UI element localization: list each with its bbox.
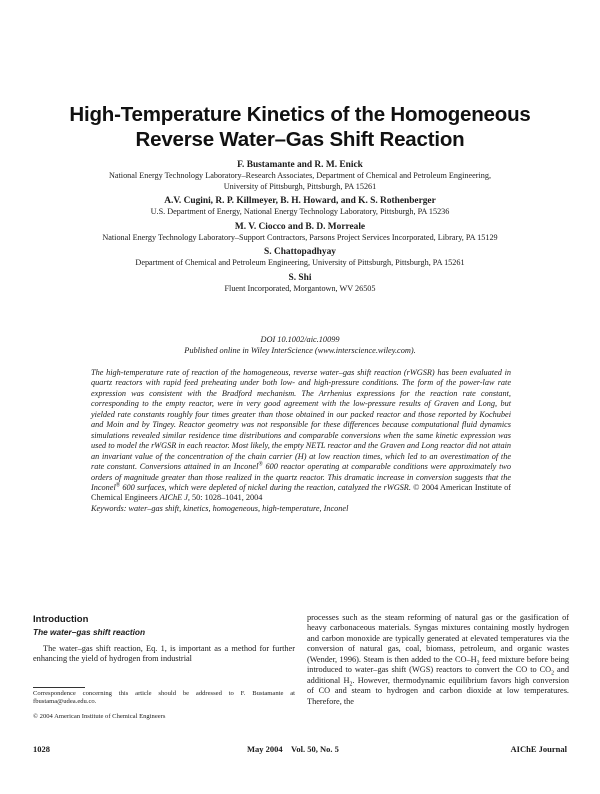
affiliation: University of Pittsburgh, Pittsburgh, PA 15261 xyxy=(223,181,377,191)
author-names: S. Shi xyxy=(288,272,312,283)
affiliation: Fluent Incorporated, Morgantown, WV 26505 xyxy=(224,283,376,293)
section-heading-introduction: Introduction xyxy=(33,614,89,625)
right-column xyxy=(307,613,569,707)
abstract-text: The high-temperature rate of reaction of the homogeneous, reverse water–gas shift reaction (rWGSR) has been evaluated in quartz reactors with rapid feed preheating under both low- and high-pressure conditions. The form of the power-law rate expression was consistent with the Bradford mechanism. The Arrhenius expressions for the reaction rate constant, corresponding to the empty reactor, were in very good agreement with the low-pressure results of Graven and Long, but yielded rate constants roughly four times greater than those obtained in our packed reactor and those reported by Kochubei and Moin and by Tingey. Reactor geometry was not responsible for these differences because computational fluid dynamics simulations revealed similar residence time distributions and comparable conversions when the same kinetic expression was used to model the rWGSR in each reactor. Most likely, the empty NETL reactor and the Graven and Long reactor did not attain an invariant value of the concentration of the chain carrier (H) at low reaction times, which led to an overestimation of the rate constant. Conversions attained in an Inconel xyxy=(91,368,511,472)
correspondence-footnote: Correspondence concerning this article should be addressed to F. Bustamante at fbustama@udea.edu.co. xyxy=(33,690,295,706)
author-names: F. Bustamante and R. M. Enick xyxy=(237,160,363,170)
journal-citation: AIChE J, xyxy=(159,493,190,503)
left-column xyxy=(33,613,295,665)
author-group xyxy=(14,195,586,218)
body-paragraph: The water–gas shift reaction, Eq. 1, is important as a method for further enhancing the yield of hydrogen from industrial xyxy=(33,644,295,664)
registered-mark: ® xyxy=(115,482,121,489)
title-line-1: High-Temperature Kinetics of the Homogeneous xyxy=(69,103,531,126)
abstract-copyright: © 2004 American Institute of Chemical Engineers xyxy=(91,482,511,503)
footnote-rule xyxy=(33,687,85,688)
journal-citation-details: 50: 1028–1041, 2004 xyxy=(189,493,263,503)
author-group xyxy=(14,221,586,244)
keywords: Keywords: water–gas shift, kinetics, homogeneous, high-temperature, Inconel xyxy=(91,503,349,513)
doi-block xyxy=(40,334,560,356)
issue-info: May 2004 Vol. 50, No. 5 xyxy=(247,744,339,754)
affiliation: National Energy Technology Laboratory–Support Contractors, Parsons Project Services Incorporated, Library, PA 15129 xyxy=(102,232,498,242)
doi[interactable]: DOI 10.1002/aic.10099 xyxy=(260,335,340,344)
journal-name: AIChE Journal xyxy=(510,744,567,754)
author-group xyxy=(14,246,586,269)
abstract-text: 600 surfaces, which were depleted of nickel during the reaction, catalyzed the rWGSR. xyxy=(120,482,411,492)
title-line-2: Reverse Water–Gas Shift Reaction xyxy=(135,128,465,151)
body-paragraph: processes such as the steam reforming of natural gas or the gasification of heavy carbonaceous materials. Syngas mixtures containing mostly hydrogen and carbon monoxide are typically generated at elevated temperatures via the conversion of natural gas, coal, biomass, petroleum, and organic wastes (Wender, 1996). Steam is then added to the $CO-H_2$ feed mixture before being introduced to water–gas shift (WGS) reactors to convert the CO to $CO_2$ and additional $H_2$. However, thermodynamic equilibrium favors high conversion of CO and steam to hydrogen and carbon dioxide at low temperatures. Therefore, the xyxy=(307,613,570,706)
registered-mark: ® xyxy=(258,461,263,468)
affiliation: Department of Chemical and Petroleum Engineering, University of Pittsburgh, Pittsburgh, PA 15261 xyxy=(135,258,465,267)
subsection-heading: The water–gas shift reaction xyxy=(33,627,146,637)
author-names: S. Chattopadhyay xyxy=(264,247,336,257)
affiliation: National Energy Technology Laboratory–Research Associates, Department of Chemical and Petroleum Engineering, xyxy=(108,171,491,180)
abstract xyxy=(91,368,511,514)
author-group xyxy=(14,159,586,192)
copyright-footnote: © 2004 American Institute of Chemical Engineers xyxy=(33,713,166,720)
author-group xyxy=(14,272,586,295)
author-names: A.V. Cugini, R. P. Killmeyer, B. H. Howard, and K. S. Rothenberger xyxy=(164,196,436,206)
published-online: Published online in Wiley InterScience (www.interscience.wiley.com). xyxy=(184,346,416,355)
paper-title xyxy=(40,102,560,152)
author-names: M. V. Ciocco and B. D. Morreale xyxy=(234,221,366,232)
abstract-text: 600 reactor operating at comparable conditions were approximately two orders of magnitude greater than those realized in the quartz reactor. This dramatic increase in conversion suggests that the Inconel xyxy=(91,462,511,492)
affiliation: U.S. Department of Energy, National Energy Technology Laboratory, Pittsburgh, PA 15236 xyxy=(150,207,450,216)
author-block xyxy=(14,159,586,297)
page-number: 1028 xyxy=(33,744,50,754)
